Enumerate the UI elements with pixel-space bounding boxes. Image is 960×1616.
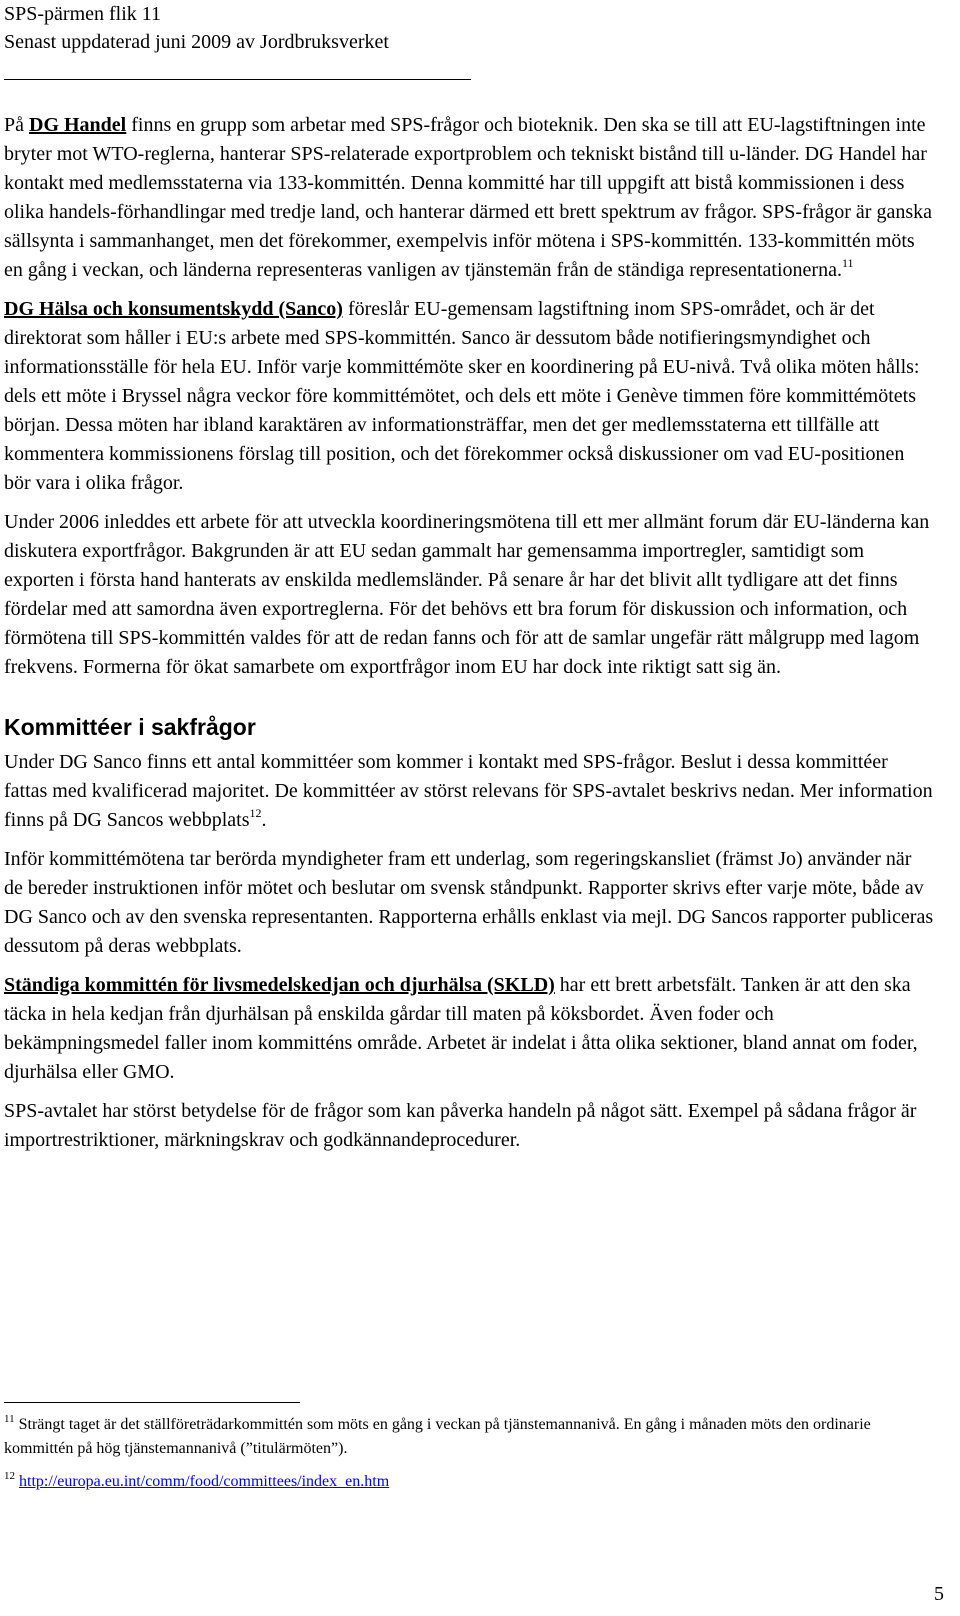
footnote-ref-11[interactable]: 11 <box>841 256 854 270</box>
footnote-number: 12 <box>4 1470 15 1482</box>
paragraph-export-forum <box>4 508 934 682</box>
paragraph-text: SPS-avtalet har störst betydelse för de frågor som kan påverka handeln på något sätt. Exempel på sådana frågor är importrestriktioner, märkningskrav och godkännandeprocedurer. <box>4 1100 917 1151</box>
paragraph-text: föreslår EU-gemensam lagstiftning inom SPS-området, och är det direktorat som håller i EU:s arbete med SPS-kommittén. Sanco är dessutom både notifieringsmyndighet och informationsställe för hela EU. Inför varje kommittémöte sker en koordinering på EU-nivå. Två olika möten hålls: dels ett möte i Bryssel några veckor före kommittémötet, och dels ett möte i Genève timmen före kommittémötets början. Dessa möten har ibland karaktären av informationsträffar, men det ger medlemsstaterna ett tillfälle att kommentera kommissionens förslag till position, och det förekommer också diskussioner om vad EU-positionen bör vara i olika frågor. <box>4 298 920 494</box>
paragraph-dg-sanco <box>4 295 934 498</box>
paragraph-committees <box>4 748 934 835</box>
paragraph-dg-handel <box>4 111 934 285</box>
running-header <box>4 0 389 56</box>
dg-sanco-committees-url[interactable]: http://europa.eu.int/comm/food/committees/index_en.htm <box>19 1473 390 1490</box>
skld-link[interactable]: Ständiga kommittén för livsmedelskedjan och djurhälsa (SKLD) <box>4 974 555 996</box>
paragraph-skld <box>4 971 934 1087</box>
paragraph-text: Under 2006 inleddes ett arbete för att utveckla koordineringsmötena till ett mer allmänt forum där EU-länderna kan diskutera exportfrågor. Bakgrunden är att EU sedan gammalt har gemensamma importregler, samtidigt som exporten i första hand hanterats av enskilda medlemsländer. På senare år har det blivit allt tydligare att det finns fördelar med att samordna även exportreglerna. För det behövs ett bra forum för diskussion och information, och förmötena till SPS-kommittén valdes för att de redan fanns och för att de samlar ungefär rätt målgrupp med lagom frekvens. Formerna för ökat samarbete om exportfrågor inom EU har dock inte riktigt satt sig än. <box>4 511 930 678</box>
paragraph-text: har ett brett arbetsfält. Tanken är att den ska täcka in hela kedjan från djurhälsan på enskilda gårdar till maten på köksbordet. Även foder och bekämpningsmedel faller inom kommitténs område. Arbetet är indelat i åtta olika sektioner, bland annat om foder, djurhälsa eller GMO. <box>4 974 918 1083</box>
paragraph-text: . <box>261 809 267 831</box>
footnote-text: Strängt taget är det ställföreträdarkommittén som möts en gång i veckan på tjänstemannanivå. En gång i månaden möts den ordinarie kommittén på hög tjänstemannanivå (”titulärmöten”). <box>4 1416 871 1457</box>
header-title: SPS-pärmen flik 11 <box>4 3 162 25</box>
paragraph-sps-relevance <box>4 1097 934 1155</box>
paragraph-meeting-prep <box>4 845 934 961</box>
dg-sanco-link[interactable]: DG Hälsa och konsumentskydd (Sanco) <box>4 298 343 320</box>
footnote-11 <box>4 1413 934 1461</box>
page-number: 5 <box>934 1583 944 1605</box>
header-updated: Senast uppdaterad juni 2009 av Jordbruksverket <box>4 31 389 53</box>
header-divider <box>4 79 471 80</box>
paragraph-text: Under DG Sanco finns ett antal kommittéer som kommer i kontakt med SPS-frågor. Beslut i dessa kommittéer fattas med kvalificerad majoritet. De kommittéer av störst relevans för SPS-avtalet beskrivs nedan. Mer information finns på DG Sancos webbplats <box>4 751 933 831</box>
footnote-ref-12[interactable]: 12 <box>249 806 262 820</box>
footnote-12 <box>4 1470 934 1494</box>
paragraph-text: Inför kommittémötena tar berörda myndigheter fram ett underlag, som regeringskansliet (främst Jo) använder när de bereder instruktionen inför mötet och beslutar om svensk ståndpunkt. Rapporter skrivs efter varje möte, både av DG Sanco och av den svenska representanten. Rapporterna erhålls enklast via mejl. DG Sancos rapporter publiceras dessutom på deras webbplats. <box>4 848 934 957</box>
body-text <box>4 111 934 1165</box>
dg-handel-link[interactable]: DG Handel <box>29 114 127 136</box>
footnote-divider <box>4 1402 300 1403</box>
section-heading: Kommittéer i sakfrågor <box>4 714 256 740</box>
footnotes <box>4 1413 934 1503</box>
footnote-number: 11 <box>4 1413 15 1425</box>
paragraph-text: finns en grupp som arbetar med SPS-frågor och bioteknik. Den ska se till att EU-lagstiftningen inte bryter mot WTO-reglerna, hanterar SPS-relaterade exportproblem och tekniskt bistånd till u-länder. DG Handel har kontakt med medlemsstaterna via 133-kommittén. Denna kommitté har till uppgift att bistå kommissionen i dess olika handels-förhandlingar med tredje land, och hanterar därmed ett brett spektrum av frågor. SPS-frågor är ganska sällsynta i sammanhanget, men det förekommer, exempelvis inför mötena i SPS-kommittén. 133-kommittén möts en gång i veckan, och länderna representeras vanligen av tjänstemän från de ständiga representationerna. <box>4 114 933 281</box>
paragraph-text: På <box>4 114 29 136</box>
